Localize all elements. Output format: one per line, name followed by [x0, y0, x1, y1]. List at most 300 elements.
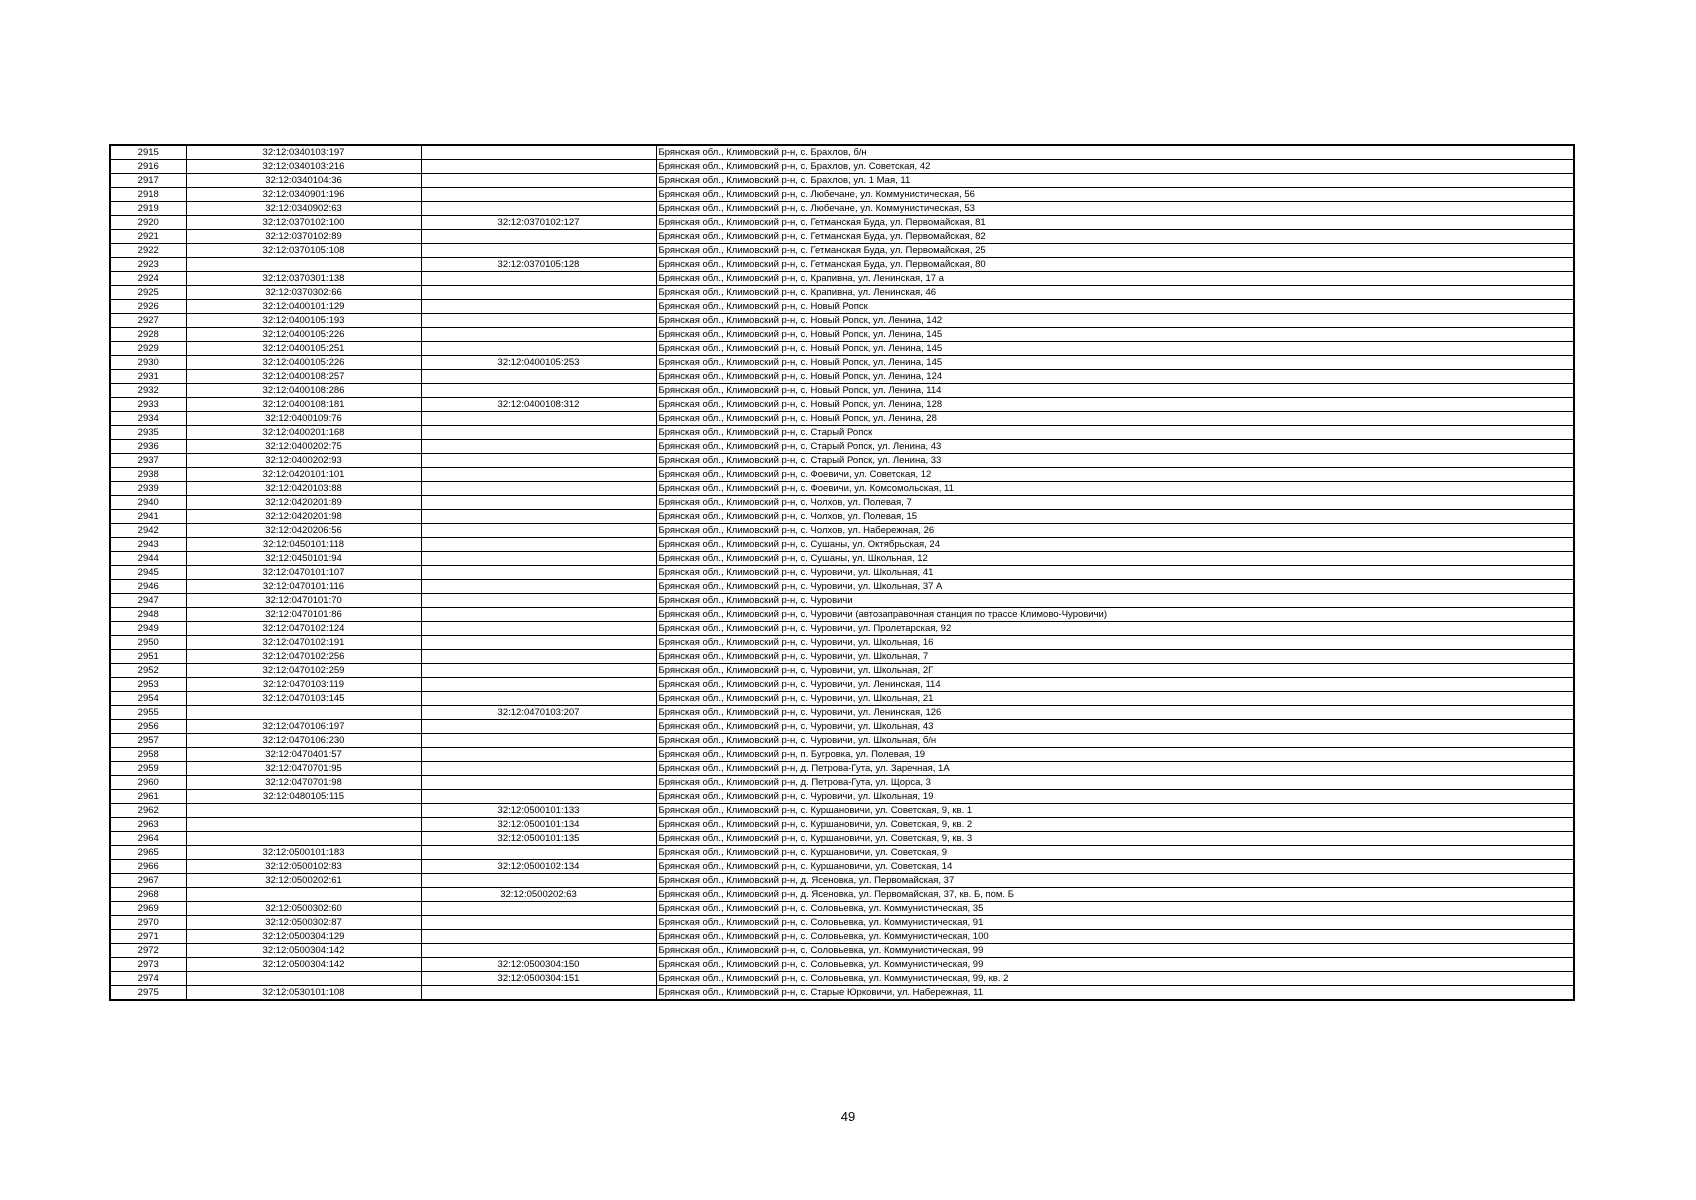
related-cadastral-number-cell — [421, 454, 656, 468]
row-number-cell: 2951 — [110, 650, 186, 664]
row-number-cell: 2956 — [110, 720, 186, 734]
address-cell: Брянская обл., Климовский р-н, с. Соловьевка, ул. Коммунистическая, 100 — [656, 930, 1574, 944]
cadastral-number-cell: 32:12:0420103:88 — [186, 482, 421, 496]
cadastral-number-cell: 32:12:0340103:197 — [186, 145, 421, 160]
related-cadastral-number-cell: 32:12:0370105:128 — [421, 258, 656, 272]
cadastral-number-cell: 32:12:0500302:60 — [186, 902, 421, 916]
table-row — [110, 888, 1574, 902]
address-cell: Брянская обл., Климовский р-н, с. Соловьевка, ул. Коммунистическая, 99, кв. 2 — [656, 972, 1574, 986]
table-row — [110, 832, 1574, 846]
cadastral-number-cell: 32:12:0340103:216 — [186, 160, 421, 174]
table-row — [110, 286, 1574, 300]
row-number-cell: 2928 — [110, 328, 186, 342]
table-row — [110, 538, 1574, 552]
related-cadastral-number-cell — [421, 636, 656, 650]
table-row — [110, 230, 1574, 244]
related-cadastral-number-cell — [421, 720, 656, 734]
related-cadastral-number-cell — [421, 468, 656, 482]
table-row — [110, 580, 1574, 594]
address-cell: Брянская обл., Климовский р-н, д. Петрова-Гута, ул. Щорса, 3 — [656, 776, 1574, 790]
cadastral-number-cell: 32:12:0470102:124 — [186, 622, 421, 636]
related-cadastral-number-cell — [421, 440, 656, 454]
cadastral-number-cell: 32:12:0450101:118 — [186, 538, 421, 552]
cadastral-number-cell: 32:12:0470101:86 — [186, 608, 421, 622]
address-cell: Брянская обл., Климовский р-н, с. Куршановичи, ул. Советская, 9, кв. 2 — [656, 818, 1574, 832]
cadastral-number-cell: 32:12:0500304:142 — [186, 944, 421, 958]
related-cadastral-number-cell — [421, 580, 656, 594]
address-cell: Брянская обл., Климовский р-н, с. Чолхов, ул. Полевая, 15 — [656, 510, 1574, 524]
table-row — [110, 496, 1574, 510]
address-cell: Брянская обл., Климовский р-н, с. Куршановичи, ул. Советская, 9, кв. 3 — [656, 832, 1574, 846]
row-number-cell: 2952 — [110, 664, 186, 678]
cadastral-number-cell: 32:12:0400108:181 — [186, 398, 421, 412]
address-cell: Брянская обл., Климовский р-н, с. Чуровичи, ул. Школьная, 7 — [656, 650, 1574, 664]
related-cadastral-number-cell — [421, 790, 656, 804]
row-number-cell: 2957 — [110, 734, 186, 748]
related-cadastral-number-cell — [421, 734, 656, 748]
row-number-cell: 2975 — [110, 986, 186, 1001]
cadastral-number-cell — [186, 258, 421, 272]
address-cell: Брянская обл., Климовский р-н, с. Чуровичи, ул. Школьная, 37 А — [656, 580, 1574, 594]
cadastral-number-cell: 32:12:0470102:256 — [186, 650, 421, 664]
cadastral-number-cell: 32:12:0400109:76 — [186, 412, 421, 426]
row-number-cell: 2937 — [110, 454, 186, 468]
row-number-cell: 2942 — [110, 524, 186, 538]
row-number-cell: 2969 — [110, 902, 186, 916]
registry-table — [109, 144, 1575, 1001]
address-cell: Брянская обл., Климовский р-н, с. Чуровичи (автозаправочная станция по трассе Климово-Чуровичи) — [656, 608, 1574, 622]
cadastral-number-cell: 32:12:0530101:108 — [186, 986, 421, 1001]
table-row — [110, 300, 1574, 314]
table-row — [110, 762, 1574, 776]
related-cadastral-number-cell — [421, 622, 656, 636]
related-cadastral-number-cell — [421, 286, 656, 300]
cadastral-number-cell: 32:12:0400105:251 — [186, 342, 421, 356]
row-number-cell: 2947 — [110, 594, 186, 608]
row-number-cell: 2929 — [110, 342, 186, 356]
row-number-cell: 2916 — [110, 160, 186, 174]
row-number-cell: 2970 — [110, 916, 186, 930]
related-cadastral-number-cell — [421, 874, 656, 888]
related-cadastral-number-cell — [421, 650, 656, 664]
address-cell: Брянская обл., Климовский р-н, с. Новый Ропск, ул. Ленина, 124 — [656, 370, 1574, 384]
row-number-cell: 2945 — [110, 566, 186, 580]
related-cadastral-number-cell: 32:12:0400105:253 — [421, 356, 656, 370]
table-row — [110, 524, 1574, 538]
row-number-cell: 2923 — [110, 258, 186, 272]
related-cadastral-number-cell — [421, 384, 656, 398]
related-cadastral-number-cell — [421, 496, 656, 510]
page-number: 49 — [840, 1109, 856, 1124]
row-number-cell: 2921 — [110, 230, 186, 244]
table-row — [110, 398, 1574, 412]
table-row — [110, 370, 1574, 384]
row-number-cell: 2917 — [110, 174, 186, 188]
cadastral-number-cell: 32:12:0470701:98 — [186, 776, 421, 790]
related-cadastral-number-cell: 32:12:0500101:135 — [421, 832, 656, 846]
table-row — [110, 818, 1574, 832]
address-cell: Брянская обл., Климовский р-н, с. Старые Юрковичи, ул. Набережная, 11 — [656, 986, 1574, 1001]
table-row — [110, 734, 1574, 748]
table-row — [110, 145, 1574, 160]
address-cell: Брянская обл., Климовский р-н, с. Чуровичи, ул. Школьная, 2Г — [656, 664, 1574, 678]
table-row — [110, 846, 1574, 860]
cadastral-number-cell — [186, 706, 421, 720]
cadastral-number-cell — [186, 832, 421, 846]
cadastral-number-cell: 32:12:0470701:95 — [186, 762, 421, 776]
cadastral-number-cell: 32:12:0470103:145 — [186, 692, 421, 706]
related-cadastral-number-cell — [421, 692, 656, 706]
related-cadastral-number-cell: 32:12:0400108:312 — [421, 398, 656, 412]
address-cell: Брянская обл., Климовский р-н, с. Новый Ропск, ул. Ленина, 145 — [656, 342, 1574, 356]
table-row — [110, 244, 1574, 258]
related-cadastral-number-cell — [421, 174, 656, 188]
row-number-cell: 2972 — [110, 944, 186, 958]
address-cell: Брянская обл., Климовский р-н, с. Новый Ропск, ул. Ленина, 142 — [656, 314, 1574, 328]
related-cadastral-number-cell — [421, 944, 656, 958]
row-number-cell: 2966 — [110, 860, 186, 874]
table-row — [110, 454, 1574, 468]
table-row — [110, 958, 1574, 972]
address-cell: Брянская обл., Климовский р-н, с. Чуровичи, ул. Школьная, 41 — [656, 566, 1574, 580]
related-cadastral-number-cell: 32:12:0500101:133 — [421, 804, 656, 818]
related-cadastral-number-cell — [421, 594, 656, 608]
table-row — [110, 510, 1574, 524]
related-cadastral-number-cell: 32:12:0470103:207 — [421, 706, 656, 720]
table-row — [110, 342, 1574, 356]
table-row — [110, 258, 1574, 272]
row-number-cell: 2933 — [110, 398, 186, 412]
related-cadastral-number-cell: 32:12:0500101:134 — [421, 818, 656, 832]
address-cell: Брянская обл., Климовский р-н, с. Гетманская Буда, ул. Первомайская, 25 — [656, 244, 1574, 258]
cadastral-number-cell: 32:12:0400105:226 — [186, 356, 421, 370]
address-cell: Брянская обл., Климовский р-н, с. Чолхов, ул. Набережная, 26 — [656, 524, 1574, 538]
cadastral-number-cell: 32:12:0400108:286 — [186, 384, 421, 398]
row-number-cell: 2915 — [110, 145, 186, 160]
related-cadastral-number-cell — [421, 272, 656, 286]
row-number-cell: 2927 — [110, 314, 186, 328]
cadastral-number-cell — [186, 972, 421, 986]
address-cell: Брянская обл., Климовский р-н, с. Чуровичи, ул. Школьная, 43 — [656, 720, 1574, 734]
related-cadastral-number-cell — [421, 538, 656, 552]
address-cell: Брянская обл., Климовский р-н, с. Куршановичи, ул. Советская, 14 — [656, 860, 1574, 874]
cadastral-number-cell: 32:12:0470103:119 — [186, 678, 421, 692]
address-cell: Брянская обл., Климовский р-н, с. Куршановичи, ул. Советская, 9, кв. 1 — [656, 804, 1574, 818]
address-cell: Брянская обл., Климовский р-н, с. Старый Ропск, ул. Ленина, 43 — [656, 440, 1574, 454]
related-cadastral-number-cell — [421, 202, 656, 216]
table-row — [110, 636, 1574, 650]
related-cadastral-number-cell — [421, 230, 656, 244]
row-number-cell: 2963 — [110, 818, 186, 832]
table-row — [110, 944, 1574, 958]
row-number-cell: 2924 — [110, 272, 186, 286]
address-cell: Брянская обл., Климовский р-н, с. Новый Ропск, ул. Ленина, 145 — [656, 356, 1574, 370]
address-cell: Брянская обл., Климовский р-н, с. Брахлов, ул. 1 Мая, 11 — [656, 174, 1574, 188]
row-number-cell: 2973 — [110, 958, 186, 972]
cadastral-number-cell: 32:12:0470106:230 — [186, 734, 421, 748]
row-number-cell: 2950 — [110, 636, 186, 650]
related-cadastral-number-cell — [421, 314, 656, 328]
row-number-cell: 2962 — [110, 804, 186, 818]
cadastral-number-cell: 32:12:0340901:196 — [186, 188, 421, 202]
cadastral-number-cell: 32:12:0470101:107 — [186, 566, 421, 580]
table-row — [110, 692, 1574, 706]
related-cadastral-number-cell — [421, 342, 656, 356]
related-cadastral-number-cell — [421, 608, 656, 622]
row-number-cell: 2919 — [110, 202, 186, 216]
row-number-cell: 2925 — [110, 286, 186, 300]
table-row — [110, 552, 1574, 566]
table-row — [110, 874, 1574, 888]
row-number-cell: 2953 — [110, 678, 186, 692]
address-cell: Брянская обл., Климовский р-н, с. Старый Ропск — [656, 426, 1574, 440]
address-cell: Брянская обл., Климовский р-н, с. Сушаны, ул. Октябрьская, 24 — [656, 538, 1574, 552]
address-cell: Брянская обл., Климовский р-н, с. Гетманская Буда, ул. Первомайская, 80 — [656, 258, 1574, 272]
cadastral-number-cell — [186, 888, 421, 902]
cadastral-number-cell: 32:12:0400108:257 — [186, 370, 421, 384]
table-row — [110, 188, 1574, 202]
cadastral-number-cell: 32:12:0420206:56 — [186, 524, 421, 538]
address-cell: Брянская обл., Климовский р-н, с. Новый Ропск, ул. Ленина, 128 — [656, 398, 1574, 412]
cadastral-number-cell: 32:12:0470101:116 — [186, 580, 421, 594]
table-row — [110, 916, 1574, 930]
address-cell: Брянская обл., Климовский р-н, с. Новый Ропск, ул. Ленина, 28 — [656, 412, 1574, 426]
table-row — [110, 594, 1574, 608]
address-cell: Брянская обл., Климовский р-н, с. Чолхов, ул. Полевая, 7 — [656, 496, 1574, 510]
table-row — [110, 202, 1574, 216]
cadastral-number-cell: 32:12:0420201:89 — [186, 496, 421, 510]
cadastral-number-cell: 32:12:0420201:98 — [186, 510, 421, 524]
row-number-cell: 2930 — [110, 356, 186, 370]
table-row — [110, 216, 1574, 230]
row-number-cell: 2934 — [110, 412, 186, 426]
row-number-cell: 2940 — [110, 496, 186, 510]
related-cadastral-number-cell — [421, 678, 656, 692]
address-cell: Брянская обл., Климовский р-н, с. Чуровичи, ул. Школьная, 21 — [656, 692, 1574, 706]
address-cell: Брянская обл., Климовский р-н, с. Чуровичи, ул. Ленинская, 126 — [656, 706, 1574, 720]
table-row — [110, 566, 1574, 580]
row-number-cell: 2939 — [110, 482, 186, 496]
cadastral-number-cell: 32:12:0400202:93 — [186, 454, 421, 468]
address-cell: Брянская обл., Климовский р-н, с. Соловьевка, ул. Коммунистическая, 91 — [656, 916, 1574, 930]
cadastral-number-cell: 32:12:0470102:191 — [186, 636, 421, 650]
related-cadastral-number-cell — [421, 902, 656, 916]
table-row — [110, 706, 1574, 720]
row-number-cell: 2946 — [110, 580, 186, 594]
cadastral-number-cell: 32:12:0470401:57 — [186, 748, 421, 762]
address-cell: Брянская обл., Климовский р-н, с. Гетманская Буда, ул. Первомайская, 82 — [656, 230, 1574, 244]
address-cell: Брянская обл., Климовский р-н, с. Старый Ропск, ул. Ленина, 33 — [656, 454, 1574, 468]
address-cell: Брянская обл., Климовский р-н, с. Сушаны, ул. Школьная, 12 — [656, 552, 1574, 566]
cadastral-number-cell: 32:12:0500102:83 — [186, 860, 421, 874]
row-number-cell: 2965 — [110, 846, 186, 860]
table-row — [110, 650, 1574, 664]
related-cadastral-number-cell — [421, 930, 656, 944]
related-cadastral-number-cell — [421, 412, 656, 426]
cadastral-number-cell — [186, 804, 421, 818]
related-cadastral-number-cell — [421, 552, 656, 566]
table-row — [110, 328, 1574, 342]
related-cadastral-number-cell — [421, 145, 656, 160]
cadastral-number-cell: 32:12:0420101:101 — [186, 468, 421, 482]
table-row — [110, 860, 1574, 874]
address-cell: Брянская обл., Климовский р-н, с. Куршановичи, ул. Советская, 9 — [656, 846, 1574, 860]
row-number-cell: 2949 — [110, 622, 186, 636]
cadastral-number-cell: 32:12:0400202:75 — [186, 440, 421, 454]
related-cadastral-number-cell: 32:12:0500102:134 — [421, 860, 656, 874]
address-cell: Брянская обл., Климовский р-н, с. Брахлов, ул. Советская, 42 — [656, 160, 1574, 174]
table-row — [110, 972, 1574, 986]
related-cadastral-number-cell — [421, 776, 656, 790]
address-cell: Брянская обл., Климовский р-н, с. Крапивна, ул. Ленинская, 46 — [656, 286, 1574, 300]
table-row — [110, 272, 1574, 286]
cadastral-number-cell: 32:12:0470106:197 — [186, 720, 421, 734]
row-number-cell: 2961 — [110, 790, 186, 804]
cadastral-number-cell: 32:12:0500304:142 — [186, 958, 421, 972]
related-cadastral-number-cell — [421, 160, 656, 174]
table-row — [110, 412, 1574, 426]
table-row — [110, 314, 1574, 328]
address-cell: Брянская обл., Климовский р-н, с. Чуровичи, ул. Школьная, б/н — [656, 734, 1574, 748]
address-cell: Брянская обл., Климовский р-н, с. Фоевичи, ул. Комсомольская, 11 — [656, 482, 1574, 496]
row-number-cell: 2967 — [110, 874, 186, 888]
row-number-cell: 2936 — [110, 440, 186, 454]
table-row — [110, 608, 1574, 622]
address-cell: Брянская обл., Климовский р-н, с. Любечане, ул. Коммунистическая, 56 — [656, 188, 1574, 202]
row-number-cell: 2926 — [110, 300, 186, 314]
related-cadastral-number-cell — [421, 762, 656, 776]
cadastral-number-cell: 32:12:0370102:89 — [186, 230, 421, 244]
related-cadastral-number-cell — [421, 510, 656, 524]
row-number-cell: 2954 — [110, 692, 186, 706]
cadastral-number-cell: 32:12:0340104:36 — [186, 174, 421, 188]
cadastral-number-cell: 32:12:0400201:168 — [186, 426, 421, 440]
table-row — [110, 174, 1574, 188]
related-cadastral-number-cell — [421, 370, 656, 384]
address-cell: Брянская обл., Климовский р-н, с. Крапивна, ул. Ленинская, 17 а — [656, 272, 1574, 286]
address-cell: Брянская обл., Климовский р-н, с. Соловьевка, ул. Коммунистическая, 99 — [656, 944, 1574, 958]
address-cell: Брянская обл., Климовский р-н, с. Соловьевка, ул. Коммунистическая, 99 — [656, 958, 1574, 972]
table-row — [110, 776, 1574, 790]
cadastral-number-cell: 32:12:0500101:183 — [186, 846, 421, 860]
related-cadastral-number-cell — [421, 916, 656, 930]
row-number-cell: 2960 — [110, 776, 186, 790]
related-cadastral-number-cell: 32:12:0370102:127 — [421, 216, 656, 230]
cadastral-number-cell: 32:12:0340902:63 — [186, 202, 421, 216]
row-number-cell: 2922 — [110, 244, 186, 258]
related-cadastral-number-cell — [421, 328, 656, 342]
related-cadastral-number-cell — [421, 300, 656, 314]
row-number-cell: 2944 — [110, 552, 186, 566]
related-cadastral-number-cell — [421, 846, 656, 860]
cadastral-number-cell: 32:12:0400101:129 — [186, 300, 421, 314]
table-row — [110, 440, 1574, 454]
related-cadastral-number-cell: 32:12:0500304:150 — [421, 958, 656, 972]
address-cell: Брянская обл., Климовский р-н, с. Новый Ропск, ул. Ленина, 145 — [656, 328, 1574, 342]
row-number-cell: 2974 — [110, 972, 186, 986]
table-row — [110, 664, 1574, 678]
address-cell: Брянская обл., Климовский р-н, с. Соловьевка, ул. Коммунистическая, 35 — [656, 902, 1574, 916]
row-number-cell: 2958 — [110, 748, 186, 762]
address-cell: Брянская обл., Климовский р-н, с. Новый Ропск, ул. Ленина, 114 — [656, 384, 1574, 398]
related-cadastral-number-cell — [421, 426, 656, 440]
cadastral-number-cell: 32:12:0370102:100 — [186, 216, 421, 230]
address-cell: Брянская обл., Климовский р-н, с. Любечане, ул. Коммунистическая, 53 — [656, 202, 1574, 216]
table-row — [110, 160, 1574, 174]
related-cadastral-number-cell — [421, 986, 656, 1001]
row-number-cell: 2920 — [110, 216, 186, 230]
row-number-cell: 2941 — [110, 510, 186, 524]
address-cell: Брянская обл., Климовский р-н, с. Фоевичи, ул. Советская, 12 — [656, 468, 1574, 482]
table-row — [110, 426, 1574, 440]
table-row — [110, 930, 1574, 944]
address-cell: Брянская обл., Климовский р-н, с. Гетманская Буда, ул. Первомайская, 81 — [656, 216, 1574, 230]
cadastral-number-cell: 32:12:0470101:70 — [186, 594, 421, 608]
row-number-cell: 2959 — [110, 762, 186, 776]
related-cadastral-number-cell: 32:12:0500202:63 — [421, 888, 656, 902]
row-number-cell: 2971 — [110, 930, 186, 944]
row-number-cell: 2948 — [110, 608, 186, 622]
cadastral-number-cell: 32:12:0480105:115 — [186, 790, 421, 804]
cadastral-number-cell: 32:12:0450101:94 — [186, 552, 421, 566]
row-number-cell: 2918 — [110, 188, 186, 202]
cadastral-number-cell: 32:12:0400105:226 — [186, 328, 421, 342]
table-row — [110, 356, 1574, 370]
table-row — [110, 902, 1574, 916]
address-cell: Брянская обл., Климовский р-н, с. Новый Ропск — [656, 300, 1574, 314]
table-row — [110, 804, 1574, 818]
related-cadastral-number-cell — [421, 664, 656, 678]
related-cadastral-number-cell — [421, 748, 656, 762]
row-number-cell: 2932 — [110, 384, 186, 398]
cadastral-number-cell: 32:12:0500202:61 — [186, 874, 421, 888]
table-row — [110, 468, 1574, 482]
row-number-cell: 2964 — [110, 832, 186, 846]
related-cadastral-number-cell: 32:12:0500304:151 — [421, 972, 656, 986]
address-cell: Брянская обл., Климовский р-н, с. Брахлов, б/н — [656, 145, 1574, 160]
row-number-cell: 2931 — [110, 370, 186, 384]
table-row — [110, 482, 1574, 496]
table-row — [110, 678, 1574, 692]
address-cell: Брянская обл., Климовский р-н, д. Ясеновка, ул. Первомайская, 37, кв. Б, пом. Б — [656, 888, 1574, 902]
cadastral-number-cell: 32:12:0500304:129 — [186, 930, 421, 944]
related-cadastral-number-cell — [421, 244, 656, 258]
cadastral-number-cell: 32:12:0370105:108 — [186, 244, 421, 258]
address-cell: Брянская обл., Климовский р-н, с. Чуровичи — [656, 594, 1574, 608]
address-cell: Брянская обл., Климовский р-н, д. Петрова-Гута, ул. Заречная, 1А — [656, 762, 1574, 776]
cadastral-number-cell: 32:12:0400105:193 — [186, 314, 421, 328]
cadastral-number-cell: 32:12:0370301:138 — [186, 272, 421, 286]
cadastral-number-cell: 32:12:0500302:87 — [186, 916, 421, 930]
cadastral-number-cell — [186, 818, 421, 832]
table-row — [110, 790, 1574, 804]
address-cell: Брянская обл., Климовский р-н, с. Чуровичи, ул. Пролетарская, 92 — [656, 622, 1574, 636]
related-cadastral-number-cell — [421, 524, 656, 538]
cadastral-number-cell: 32:12:0470102:259 — [186, 664, 421, 678]
related-cadastral-number-cell — [421, 482, 656, 496]
table-row — [110, 384, 1574, 398]
table-row — [110, 720, 1574, 734]
row-number-cell: 2935 — [110, 426, 186, 440]
address-cell: Брянская обл., Климовский р-н, д. Ясеновка, ул. Первомайская, 37 — [656, 874, 1574, 888]
table-row — [110, 986, 1574, 1001]
row-number-cell: 2955 — [110, 706, 186, 720]
table-row — [110, 622, 1574, 636]
cadastral-number-cell: 32:12:0370302:66 — [186, 286, 421, 300]
table-row — [110, 748, 1574, 762]
address-cell: Брянская обл., Климовский р-н, с. Чуровичи, ул. Школьная, 19 — [656, 790, 1574, 804]
address-cell: Брянская обл., Климовский р-н, с. Чуровичи, ул. Ленинская, 114 — [656, 678, 1574, 692]
